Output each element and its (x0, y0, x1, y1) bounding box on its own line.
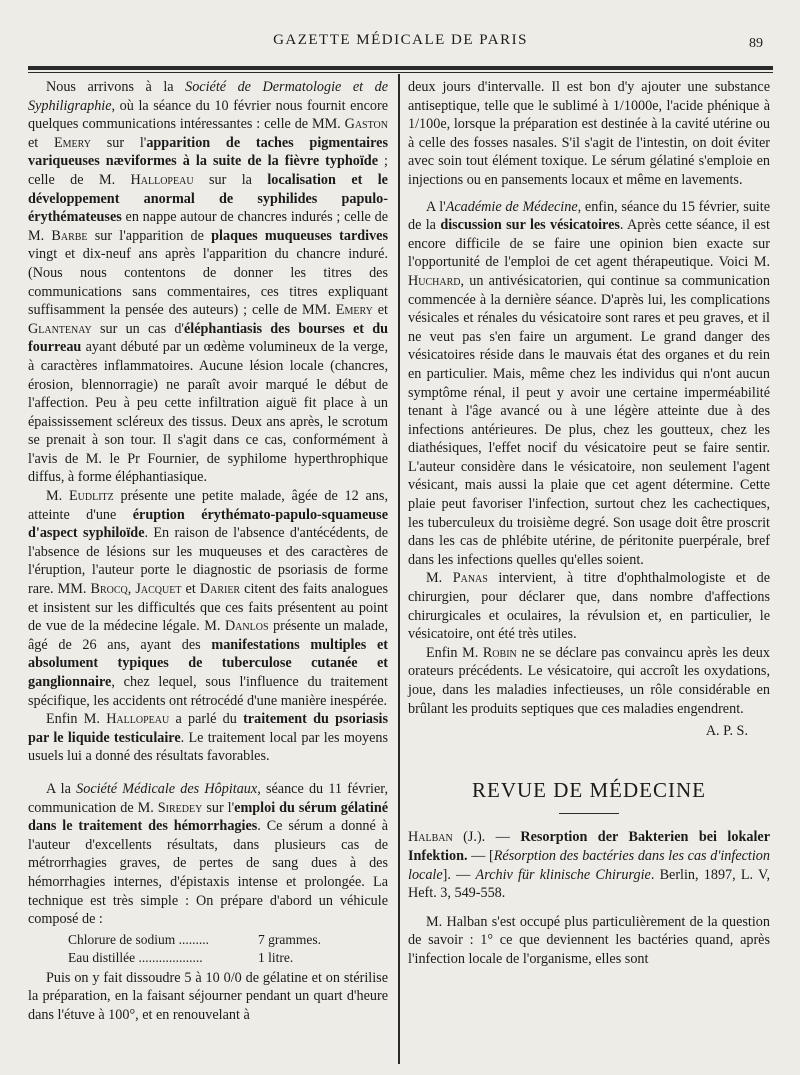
recipe-ingredient: Chlorure de sodium ......... (68, 931, 209, 947)
paragraph-preparation: Puis on y fait dissoudre 5 à 10 0/0 de gélatine et on stérilise la préparation, en la faisant séjourner pendant un quart d'heure dans l'étuve à 100°, et en renouvelant à (28, 969, 388, 1023)
recipe-ingredient: Eau distillée ................... (68, 949, 203, 965)
paragraph-hallopeau: Enfin M. Hallopeau a parlé du traitement du psoriasis par le liquide testiculaire. Le traitement local par les moyens usuels lui a donné des résultats favorables. (28, 711, 388, 765)
paragraph-robin: Enfin M. Robin ne se déclare pas convaincu après les deux orateurs précédents. Le vésicatoire, qui accroît les oxydations, joue, dans les maladies infectieuses, un rôle considérable en brûlant les produits septiques que ces maladies engendrent. (408, 644, 770, 717)
right-column (408, 78, 770, 969)
left-column (28, 78, 388, 1025)
paragraph-hopitaux: A la Société Médicale des Hôpitaux, séance du 11 février, communication de M. Siredey sur l'emploi du sérum gélatiné dans le traitement des hémorrhagies. Ce sérum a donné à l'auteur d'excellents résultats, dans plusieurs cas de métrorrhagies graves, de pertes de sang dues à des hémorrhagies internes, d'épistaxis intense et prolongée. La technique est très simple : On prépare d'abord un véhicule composé de : (28, 780, 389, 928)
header-rule-thin (28, 72, 773, 73)
section-revue (408, 777, 770, 969)
paragraph-gap (28, 766, 388, 780)
section-rule (559, 813, 619, 814)
page-header (28, 30, 773, 52)
recipe-quantity: 7 grammes. (258, 931, 321, 947)
recipe-row (68, 949, 388, 967)
signature: A. P. S. (705, 723, 748, 740)
paragraph-continuation: deux jours d'intervalle. Il est bon d'y ajouter une substance antiseptique, telle que le sublimé à 1/1000e, l'acide phénique à 1/100e, lorsque la préparation est destinée à la cavité utérine ou à celle des fosses nasales. S'il s'agit de l'intestin, on doit éviter avec soin tout élément toxique. Le sérum gélatiné s'emploie en injections ou en pansements locaux et même en lavements. (408, 79, 770, 188)
recipe-row (68, 931, 388, 949)
paragraph-panas: M. Panas intervient, à titre d'ophthalmologiste et de chirurgien, pour déclarer que, dans nombre d'affections chirurgicales et oculaires, la révulsion et, en particulier, le vésicatoire, ont été très utiles. (408, 570, 770, 643)
header-rule-thick (28, 66, 773, 70)
page-number: 89 (749, 36, 763, 51)
recipe-table (68, 931, 388, 967)
paragraph-halban: M. Halban s'est occupé plus particulièrement de la question de savoir : 1° ce que deviennent les bactéries quand, après l'infection locale de l'organisme, elles sont (408, 913, 770, 967)
paragraph-gap (408, 190, 770, 198)
paragraph-eudlitz: M. Eudlitz présente une petite malade, âgée de 12 ans, atteinte d'une éruption érythémato-papulo-squameuse d'aspect syphiloïde. En raison de l'absence d'antécédents, de l'absence de lésions sur les muqueuses et des caractères de l'éruption, l'auteur porte le diagnostic de psoriasis de forme rare. MM. Brocq, Jacquet et Darier citent des faits analogues et insistent sur les difficultés que ces faits présentent au point de vue de la médecine légale. M. Danlos présente un malade, âgé de 26 ans, ayant des manifestations multiples et absolument typiques de tuberculose cutanée et ganglionnaire, chez lequel, sous l'influence du traitement spécifique, les accidents ont rétrocédé d'une manière inespérée. (28, 488, 389, 709)
column-divider (398, 74, 400, 1064)
section-title: REVUE DE MÉDECINE (472, 777, 706, 802)
running-title: GAZETTE MÉDICALE DE PARIS (273, 32, 528, 48)
review-citation: Halban (J.). — Resorption der Bakterien bei lokaler Infektion. — [Résorption des bactéries dans les cas d'infection locale]. — Archiv für klinische Chirurgie. Berlin, 1897, L. V, Heft. 3, 549-558. (408, 829, 770, 902)
paragraph-gap (408, 903, 770, 913)
recipe-quantity: 1 litre. (258, 949, 294, 965)
paragraph-dermatologie: Nous arrivons à la Société de Dermatologie et de Syphiligraphie, où la séance du 10 février nous fournit encore quelques communications intéressantes : celle de MM. Gaston et Emery sur l'apparition de taches pigmentaires variqueuses næviformes à la suite de la fièvre typhoïde ; celle de M. Hallopeau sur la localisation et le développement anormal de syphilides papulo-érythémateuses en nappe autour de chancres indurés ; celle de M. Barbe sur l'apparition de plaques muqueuses tardives vingt et dix-neuf ans après l'apparition du chancre induré. (Nous nous contentons de donner les titres des communications sans commentaires, ces titres expliquant suffisamment la pensée des auteurs) ; celle de MM. Emery et Glantenay sur un cas d'éléphantiasis des bourses et du fourreau ayant débuté par un œdème volumineux de la verge, à caractères inflammatoires. Aucune lésion locale (chancres, érosion, blennorragie) ne paraît avoir marqué le début de l'affection. Peu à peu cette infiltration aiguë fit place à un épaississement scléreux des tissus. Deux ans après, le scrotum se prenait à son tour. Il s'agit dans ce cas, conformément à l'avis de M. le Pr Fournier, de syphilome hyperthrophique diffus, à forme éléphantiasique. (28, 79, 388, 486)
review-author: Halban (408, 829, 453, 846)
paragraph-academie: A l'Académie de Médecine, enfin, séance du 15 février, suite de la discussion sur les vésicatoires. Après cette séance, il est encore difficile de se faire une opinion bien exacte sur l'opportunité de l'emploi de cet agent thérapeutique. Voici M. Huchard, un antivésicatorien, qui continue sa communication commencée à la dernière séance. D'après lui, les complications vésicales et rénales du vésicatoire sont rares et peu graves, et il ne veut pas s'en faire un argument. Le grand danger des vésicatoires réside dans le mauvais état des organes et du rein en particulier. Mais, même chez les individus qui n'ont aucun symptôme rénal, il peut y avoir une certaine imperméabilité tenant à l'âge avancé ou à une légère atteinte due à des infections antérieures. De plus, chez les goutteux, chez les diathésiques, l'effet nocif du vésicatoire peut se faire sentir. L'auteur considère dans le vésicatoire, non seulement l'agent vésicant, mais aussi la plaie que cet agent détermine. Cette plaie peut favoriser l'infection, surtout chez les cachectiques, les tuberculeux du troisième degré. Son usage doit être proscrit dans les cas de phlébite utérine, de péritonite puerpérale, bref dans les infections quelles qu'elles soient. (408, 198, 770, 568)
